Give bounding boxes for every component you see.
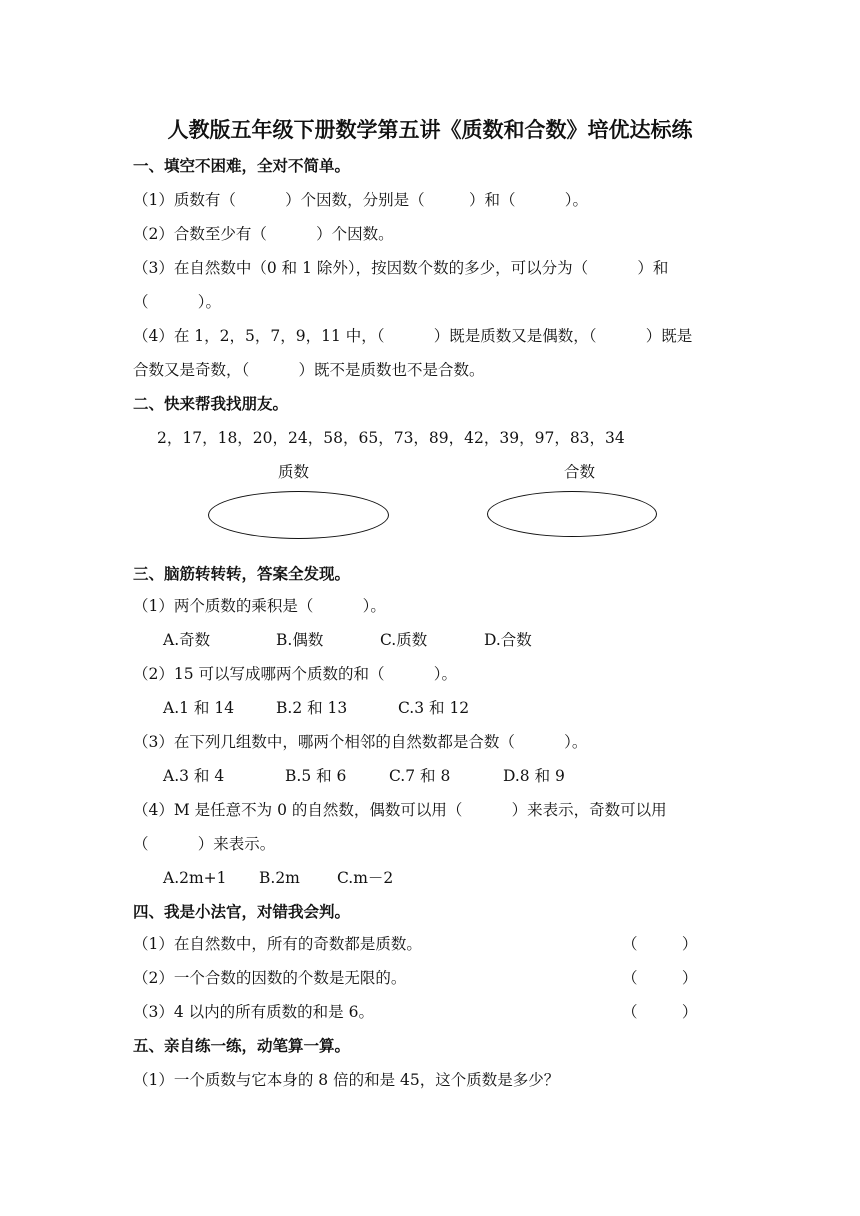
q4-option-c: C.m－2 xyxy=(337,869,394,887)
q2-option-a: A.1 和 14 xyxy=(163,699,235,717)
section3-q3: （3）在下列几组数中，哪两个相邻的自然数都是合数（ ）。 xyxy=(133,733,588,751)
q4-option-b: B.2m xyxy=(259,869,300,887)
section1-q1: （1）质数有（ ）个因数，分别是（ ）和（ ）。 xyxy=(133,191,588,209)
q2-option-c: C.3 和 12 xyxy=(398,699,470,717)
section1-heading: 一、填空不困难，全对不简单。 xyxy=(133,157,351,175)
q1-option-a: A.奇数 xyxy=(163,631,211,649)
section3-q4-line2: （ ）来表示。 xyxy=(133,835,276,853)
q2-option-b: B.2 和 13 xyxy=(276,699,348,717)
section1-q2: （2）合数至少有（ ）个因数。 xyxy=(133,225,394,243)
q3-option-b: B.5 和 6 xyxy=(285,767,347,785)
section4-heading: 四、我是小法官，对错我会判。 xyxy=(133,903,351,921)
section3-q2: （2）15 可以写成哪两个质数的和（ ）。 xyxy=(133,665,458,683)
section3-heading: 三、脑筋转转转，答案全发现。 xyxy=(133,565,351,583)
page-title: 人教版五年级下册数学第五讲《质数和合数》培优达标练 xyxy=(167,118,693,142)
q3-option-a: A.3 和 4 xyxy=(163,767,225,785)
composite-ellipse xyxy=(487,491,657,537)
section1-q3-line1: （3）在自然数中（0 和 1 除外），按因数个数的多少，可以分为（ ）和 xyxy=(133,259,669,277)
composite-label: 合数 xyxy=(564,463,596,481)
judge-blank-1: （ ） xyxy=(622,935,698,953)
section3-q1: （1）两个质数的乘积是（ ）。 xyxy=(133,597,386,615)
q1-option-d: D.合数 xyxy=(484,631,532,649)
q3-option-d: D.8 和 9 xyxy=(503,767,565,785)
prime-ellipse xyxy=(208,491,389,539)
judge-blank-3: （ ） xyxy=(622,1003,698,1021)
section1-q4-line2: 合数又是奇数，（ ）既不是质数也不是合数。 xyxy=(133,361,485,379)
section2-heading: 二、快来帮我找朋友。 xyxy=(133,395,289,413)
q1-option-c: C.质数 xyxy=(380,631,428,649)
judge-item-2: （2）一个合数的因数的个数是无限的。 xyxy=(133,969,407,987)
section3-q4-line1: （4）M 是任意不为 0 的自然数，偶数可以用（ ）来表示，奇数可以用 xyxy=(133,801,667,819)
q1-option-b: B.偶数 xyxy=(276,631,324,649)
section5-q1: （1）一个质数与它本身的 8 倍的和是 45，这个质数是多少？ xyxy=(133,1071,560,1089)
q3-option-c: C.7 和 8 xyxy=(389,767,451,785)
prime-label: 质数 xyxy=(278,463,310,481)
section1-q3-line2: （ ）。 xyxy=(133,293,222,311)
judge-blank-2: （ ） xyxy=(622,969,698,987)
judge-item-1: （1）在自然数中，所有的奇数都是质数。 xyxy=(133,935,422,953)
section5-heading: 五、亲自练一练，动笔算一算。 xyxy=(133,1037,351,1055)
number-list: 2，17，18，20，24，58，65，73，89，42，39，97，83，34 xyxy=(157,429,625,447)
judge-item-3: （3）4 以内的所有质数的和是 6。 xyxy=(133,1003,374,1021)
section1-q4-line1: （4）在 1，2，5，7，9，11 中，（ ）既是质数又是偶数，（ ）既是 xyxy=(133,327,693,345)
q4-option-a: A.2m+1 xyxy=(163,869,227,887)
